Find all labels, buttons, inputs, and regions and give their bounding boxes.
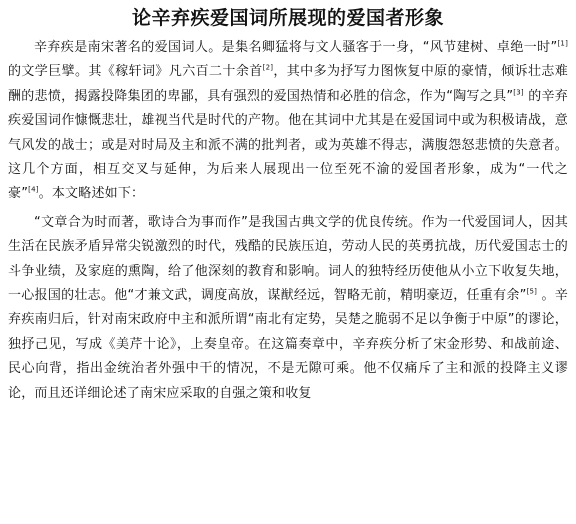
paragraph-text: 的辛弃疾爱国词作慷慨悲壮，雄视当代是时代的产物。他在其词中尤其是在爱国词中或为积极请战，意气风发的战士；或是对时局及主和派不满的批判者，或为英雄不得志，满腹怨怒悲愤的失意者。这几个方面，相互交叉与延伸，为后来人展现出一位至死不渝的爱国者形象，成为“一代之豪” — [8, 88, 568, 202]
citation-marker: [4] — [28, 186, 39, 195]
paragraph — [8, 211, 568, 406]
paragraph — [8, 36, 568, 207]
paragraph-text: “文章合为时而著，歌诗合为事而作”是我国古典文学的优良传统。作为一代爱国词人，因其生活在民族矛盾异常尖锐激烈的时代，残酷的民族压迫，劳动人民的英勇抗战，历代爱国志士的斗争业绩，及家庭的熏陶，给了他深刻的教育和影响。词人的独特经历使他从小立下收复失地，一心报国的壮志。他“才兼文武，调度高放，谋猷经远，智略无前，精明豪迈，任重有余” — [8, 214, 568, 304]
paragraph-text: 。辛弃疾南归后，针对南宋政府中主和派所谓“南北有定势，吴楚之脆弱不足以争衡于中原”的谬论，独抒己见，写成《美芹十论》，上奏皇帝。在这篇奏章中，辛弃疾分析了宋金形势、和战前途、民心向背，指出金统治者外强中干的情况，不是无隙可乘。他不仅痛斥了主和派的投降主义谬论，而且还详细论述了南宋应采取的自强之策和收复 — [8, 288, 568, 401]
citation-marker: [3] — [513, 88, 524, 97]
document-title: 论辛弃疾爱国词所展现的爱国者形象 — [131, 7, 444, 29]
paragraph-text: ，其中多为抒写力图恢复中原的豪情，倾诉壮志难酬的悲愤，揭露投降集团的卑鄙，具有强烈的爱国热情和必胜的信念，作为“陶写之具” — [8, 64, 568, 104]
citation-marker: [1] — [557, 39, 568, 48]
paragraph-text: 的文学巨擘。其《稼轩词》凡六百二十余首 — [8, 64, 263, 80]
paragraph-text: 辛弃疾是南宋著名的爱国词人。是集名卿猛将与文人骚客于一身，“风节建树、卓绝一时” — [34, 40, 558, 55]
citation-marker: [2] — [262, 64, 274, 73]
paragraph-text: 。本文略述如下： — [38, 186, 145, 202]
citation-marker: [5] — [526, 287, 538, 296]
